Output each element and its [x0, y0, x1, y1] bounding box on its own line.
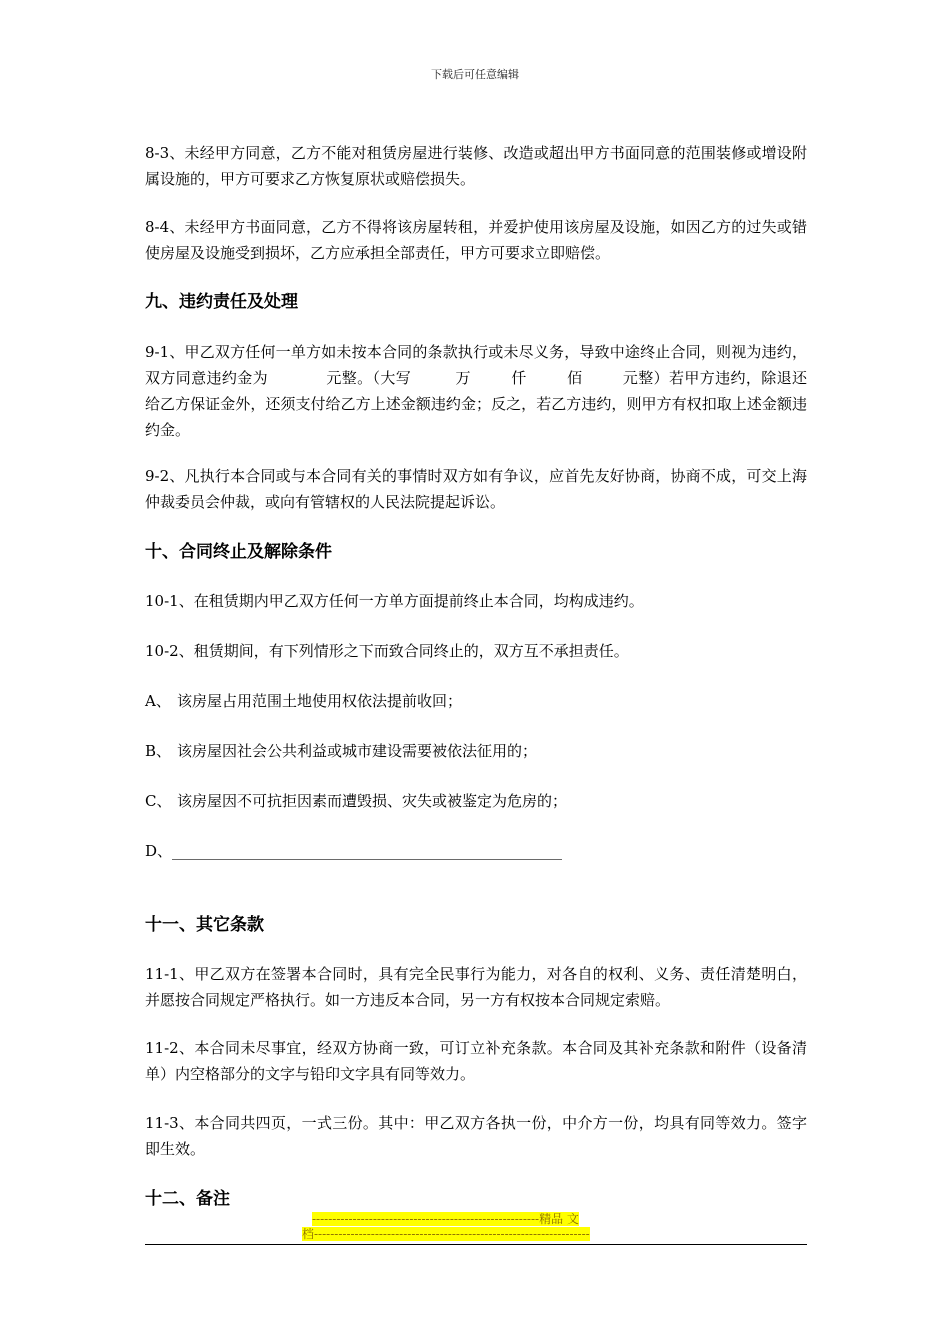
footer-watermark-text-2: 档--------------------------------------------------------------------	[302, 1227, 590, 1241]
section-9-heading: 九、违约责任及处理	[145, 292, 298, 312]
page-header: 下载后可任意编辑	[431, 68, 519, 81]
list-item-b-label: B、	[145, 742, 172, 760]
clause-10-2: 10-2、租赁期间，有下列情形之下而致合同终止的，双方互不承担责任。	[145, 642, 629, 660]
clause-10-1: 10-1、在租赁期内甲乙双方任何一方单方面提前终止本合同，均构成违约。	[145, 592, 644, 610]
list-item-c	[145, 788, 807, 814]
list-item-a-label: A、	[145, 692, 171, 710]
footer-watermark-text-1: --------------------------------------------------------精品 文	[312, 1212, 579, 1226]
clause-9-1	[145, 339, 807, 443]
list-item-c-text: 该房屋因不可抗拒因素而遭毁损、灾失或被鉴定为危房的；	[177, 792, 568, 810]
clause-11-1: 11-1、甲乙双方在签署本合同时，具有完全民事行为能力，对各自的权利、义务、责任清楚明白，并愿按合同规定严格执行。如一方违反本合同，另一方有权按本合同规定索赔。	[145, 965, 807, 1009]
clause-9-1-text-b: 元整。（大写	[326, 369, 412, 387]
clause-8-4: 8-4、未经甲方书面同意，乙方不得将该房屋转租，并爱护使用该房屋及设施，如因乙方的过失或错使房屋及设施受到损坏，乙方应承担全部责任，甲方可要求立即赔偿。	[145, 218, 807, 262]
clause-9-1-wan: 万	[455, 369, 471, 387]
footer-divider	[145, 1244, 807, 1245]
clause-9-1-qian: 仟	[510, 369, 527, 387]
clause-11-2: 11-2、本合同未尽事宜，经双方协商一致，可订立补充条款。本合同及其补充条款和附件（设备清单）内空格部分的文字与铅印文字具有同等效力。	[145, 1039, 807, 1083]
clause-9-1-text-c: 元整）若甲方违约，除退还给乙方保证金外，还须支付给乙方上述金额违约金；反之，若乙方违约，则甲方有权扣取上述金额违约金。	[145, 369, 807, 439]
list-item-b-text: 该房屋因社会公共利益或城市建设需要被依法征用的；	[177, 742, 538, 760]
section-11-heading: 十一、其它条款	[145, 915, 264, 935]
clause-11-3: 11-3、本合同共四页，一式三份。其中：甲乙双方各执一份，中介方一份，均具有同等效力。签字即生效。	[145, 1114, 807, 1158]
list-item-a	[145, 688, 807, 714]
footer-watermark-line-1	[0, 1212, 950, 1227]
section-12-heading: 十二、备注	[145, 1189, 230, 1209]
list-item-b	[145, 738, 807, 764]
footer-watermark-line-2	[0, 1227, 950, 1242]
clause-9-1-text-a: 9-1、甲乙双方任何一单方如未按本合同的条款执行或未尽义务，导致中途终止合同，则视为违约，双方同意违约金为	[145, 343, 807, 387]
list-item-d: D、____________________________________________________	[145, 842, 563, 860]
section-10-heading: 十、合同终止及解除条件	[145, 542, 332, 562]
clause-9-2: 9-2、凡执行本合同或与本合同有关的事情时双方如有争议，应首先友好协商，协商不成，可交上海仲裁委员会仲裁，或向有管辖权的人民法院提起诉讼。	[145, 467, 807, 511]
list-item-a-text: 该房屋占用范围土地使用权依法提前收回；	[177, 692, 463, 710]
list-item-c-label: C、	[145, 792, 172, 810]
clause-9-1-bai: 佰	[566, 369, 583, 387]
clause-8-3: 8-3、未经甲方同意，乙方不能对租赁房屋进行装修、改造或超出甲方书面同意的范围装修或增设附属设施的，甲方可要求乙方恢复原状或赔偿损失。	[145, 144, 807, 188]
